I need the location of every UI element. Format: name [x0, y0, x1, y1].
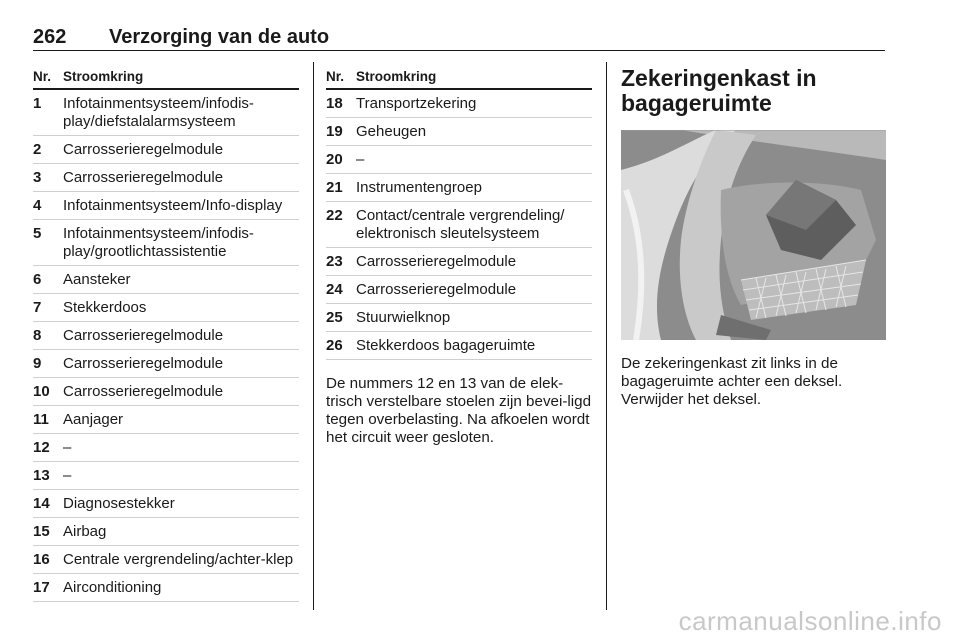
- circuit-name: Aanjager: [63, 411, 124, 428]
- column-header-circuit: Stroomkring: [356, 69, 437, 84]
- circuit-name: Carrosserieregelmodule: [63, 383, 224, 400]
- table-row: [33, 192, 299, 220]
- fuse-number: 19: [326, 123, 343, 140]
- circuit-name: Carrosserieregelmodule: [63, 169, 224, 186]
- table-row: [326, 276, 592, 304]
- fuse-number: 4: [33, 197, 42, 214]
- fuse-number: 10: [33, 383, 50, 400]
- circuit-name: –: [63, 467, 72, 484]
- table-row: [33, 266, 299, 294]
- circuit-name: Carrosserieregelmodule: [63, 141, 224, 158]
- table-row: [33, 490, 299, 518]
- circuit-name: Carrosserieregelmodule: [356, 281, 517, 298]
- circuit-name: Airbag: [63, 523, 107, 540]
- table-header: [33, 66, 299, 90]
- fuse-number: 12: [33, 439, 50, 456]
- fuse-box-illustration: [621, 130, 886, 340]
- fuse-number: 3: [33, 169, 42, 186]
- table-row: [33, 574, 299, 602]
- fuse-number: 16: [33, 551, 50, 568]
- fuse-number: 22: [326, 207, 343, 224]
- trunk-illustration-graphic: [621, 130, 886, 340]
- fuse-number: 1: [33, 95, 42, 112]
- circuit-name: Instrumentengroep: [356, 179, 482, 196]
- table-row: [326, 90, 592, 118]
- page-title: Verzorging van de auto: [109, 26, 330, 48]
- table-body-left: [33, 90, 299, 602]
- column-header-nr: Nr.: [326, 69, 345, 84]
- fuse-number: 18: [326, 95, 343, 112]
- fuse-number: 6: [33, 271, 42, 288]
- circuit-name: Infotainmentsysteem/infodis-play/diefstalalarmsysteem: [63, 95, 254, 130]
- table-row: [33, 462, 299, 490]
- table-row: [33, 220, 299, 266]
- fuse-number: 25: [326, 309, 343, 326]
- table-row: [33, 406, 299, 434]
- table-row: [326, 202, 592, 248]
- table-header: [326, 66, 592, 90]
- circuit-name: Airconditioning: [63, 579, 162, 596]
- section-body: De zekeringenkast zit links in de bagageruimte achter een deksel. Verwijder het deksel.: [621, 355, 843, 408]
- table-body-right: [326, 90, 592, 360]
- column-header-nr: Nr.: [33, 69, 52, 84]
- section-fuse-box: [621, 66, 886, 409]
- circuit-name: Stuurwielknop: [356, 309, 451, 326]
- circuit-name: Carrosserieregelmodule: [63, 355, 224, 372]
- circuit-name: –: [63, 439, 72, 456]
- fuse-table-left: [33, 66, 299, 602]
- table-row: [33, 136, 299, 164]
- fuse-number: 11: [33, 411, 49, 428]
- table-row: [33, 350, 299, 378]
- fuse-number: 24: [326, 281, 343, 298]
- fuse-number: 26: [326, 337, 343, 354]
- table-row: [33, 378, 299, 406]
- fuse-number: 17: [33, 579, 50, 596]
- watermark: carmanualsonline.info: [678, 606, 942, 636]
- circuit-name: Carrosserieregelmodule: [63, 327, 224, 344]
- page-number: 262: [33, 26, 67, 48]
- table-row: [326, 174, 592, 202]
- table-row: [326, 118, 592, 146]
- fuse-number: 21: [326, 179, 343, 196]
- circuit-name: –: [356, 151, 365, 168]
- table-row: [33, 164, 299, 192]
- table-row: [33, 434, 299, 462]
- circuit-name: Transportzekering: [356, 95, 477, 112]
- column-divider: [313, 62, 314, 610]
- table-row: [33, 518, 299, 546]
- table-row: [326, 146, 592, 174]
- circuit-name: Stekkerdoos: [63, 299, 147, 316]
- fuse-number: 8: [33, 327, 42, 344]
- table-row: [33, 294, 299, 322]
- column-divider: [606, 62, 607, 610]
- fuse-number: 2: [33, 141, 42, 158]
- circuit-name: Infotainmentsysteem/Info-display: [63, 197, 283, 214]
- circuit-name: Geheugen: [356, 123, 427, 140]
- table-row: [326, 304, 592, 332]
- table-row: [33, 546, 299, 574]
- note-paragraph: De nummers 12 en 13 van de elek-trisch verstelbare stoelen zijn bevei-ligd tegen overbelasting. Na afkoelen wordt het circuit weer gesloten.: [326, 375, 592, 446]
- fuse-number: 13: [33, 467, 50, 484]
- circuit-name: Diagnosestekker: [63, 495, 175, 512]
- circuit-name: Aansteker: [63, 271, 131, 288]
- fuse-number: 15: [33, 523, 50, 540]
- page-header: [33, 26, 885, 51]
- column-header-circuit: Stroomkring: [63, 69, 144, 84]
- table-row: [33, 322, 299, 350]
- table-row: [326, 248, 592, 276]
- circuit-name: Contact/centrale vergrendeling/ elektronisch sleutelsysteem: [356, 207, 565, 242]
- fuse-table-right: [326, 66, 592, 447]
- circuit-name: Carrosserieregelmodule: [356, 253, 517, 270]
- fuse-number: 9: [33, 355, 42, 372]
- table-row: [326, 332, 592, 360]
- fuse-number: 5: [33, 225, 42, 242]
- fuse-number: 7: [33, 299, 42, 316]
- circuit-name: Centrale vergrendeling/achter-klep: [63, 551, 294, 568]
- fuse-number: 23: [326, 253, 343, 270]
- table-row: [33, 90, 299, 136]
- section-title: Zekeringenkast in bagageruimte: [621, 65, 817, 116]
- circuit-name: Stekkerdoos bagageruimte: [356, 337, 536, 354]
- fuse-number: 20: [326, 151, 343, 168]
- fuse-number: 14: [33, 495, 50, 512]
- circuit-name: Infotainmentsysteem/infodis-play/grootlichtassistentie: [63, 225, 254, 260]
